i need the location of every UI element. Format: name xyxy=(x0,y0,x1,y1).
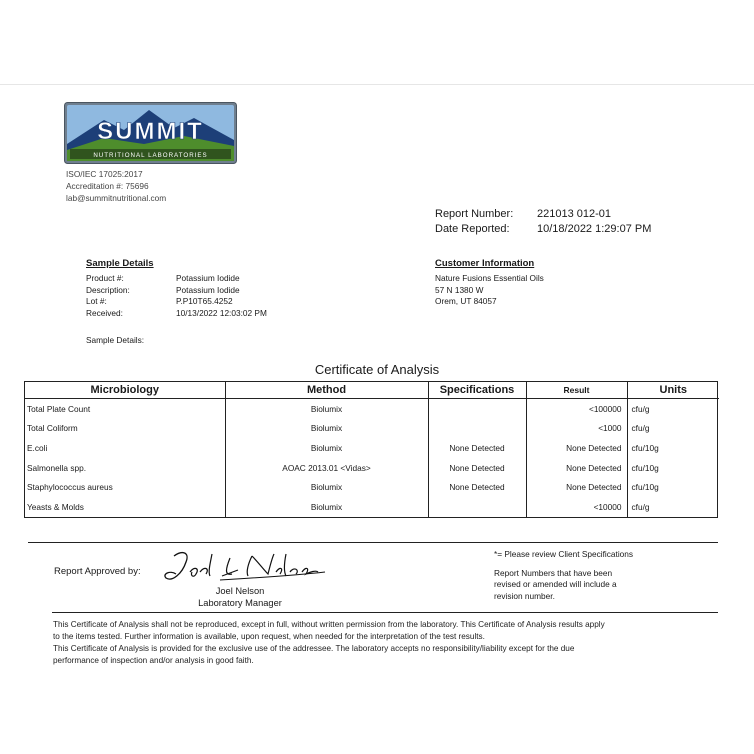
description-label: Description: xyxy=(86,284,130,295)
test-result: <100000 xyxy=(526,399,627,419)
header-units: Units xyxy=(627,382,719,399)
test-name: Total Coliform xyxy=(27,423,78,434)
test-name: E.coli xyxy=(27,442,48,453)
header-microbiology: Microbiology xyxy=(25,382,225,399)
approver-block xyxy=(180,586,300,609)
product-value: Potassium Iodide xyxy=(176,273,240,283)
sample-details-label: Sample Details: xyxy=(86,335,145,345)
sample-details-list xyxy=(86,273,267,320)
description-value: Potassium Iodide xyxy=(176,284,240,295)
disclaimer-line: performance of inspection and/or analysis in good faith. xyxy=(53,655,254,665)
approver-name: Joel Nelson xyxy=(215,586,265,596)
test-method: AOAC 2013.01 <Vidas> xyxy=(225,458,428,478)
test-units: cfu/10g xyxy=(627,458,719,478)
table-row xyxy=(25,399,719,419)
table-row xyxy=(25,458,719,478)
test-specification: None Detected xyxy=(428,477,526,497)
revision-note-line3: revision number. xyxy=(494,590,555,601)
test-method: Biolumix xyxy=(225,399,428,419)
sample-details-heading: Sample Details xyxy=(86,258,154,269)
customer-name: Nature Fusions Essential Oils xyxy=(435,273,544,283)
test-units: cfu/g xyxy=(627,419,719,439)
test-specification: None Detected xyxy=(428,438,526,458)
approver-title: Laboratory Manager xyxy=(198,597,282,608)
approval-divider xyxy=(28,542,718,543)
test-name: Yeasts & Molds xyxy=(27,501,84,512)
test-result: None Detected xyxy=(526,477,627,497)
test-specification: None Detected xyxy=(428,458,526,478)
logo-name: SUMMIT xyxy=(97,118,204,145)
test-method: Biolumix xyxy=(225,477,428,497)
results-table xyxy=(24,381,718,518)
date-reported-value: 10/18/2022 1:29:07 PM xyxy=(537,223,652,235)
test-units: cfu/10g xyxy=(627,438,719,458)
received-value: 10/13/2022 12:03:02 PM xyxy=(176,308,267,319)
test-name: Salmonella spp. xyxy=(27,462,87,473)
product-label: Product #: xyxy=(86,273,124,283)
test-result: None Detected xyxy=(526,458,627,478)
report-number-label: Report Number: xyxy=(435,208,514,220)
disclaimer xyxy=(53,619,723,667)
report-notes xyxy=(494,549,674,602)
customer-information xyxy=(435,273,544,308)
header-result: Result xyxy=(526,382,627,399)
logo-tagline: NUTRITIONAL LABORATORIES xyxy=(93,152,208,159)
test-units: cfu/10g xyxy=(627,477,719,497)
test-result: <1000 xyxy=(526,419,627,439)
lot-label: Lot #: xyxy=(86,296,107,307)
test-method: Biolumix xyxy=(225,497,428,517)
test-units: cfu/g xyxy=(627,497,719,517)
disclaimer-line: to the items tested. Further information is available, upon request, when needed for the interpretation of the test results. xyxy=(53,631,485,641)
table-row xyxy=(25,438,719,458)
test-units: cfu/g xyxy=(627,399,719,419)
accreditation-number: Accreditation #: 75696 xyxy=(66,181,149,191)
table-row xyxy=(25,419,719,439)
test-method: Biolumix xyxy=(225,419,428,439)
test-name: Staphylococcus aureus xyxy=(27,482,113,493)
test-specification xyxy=(428,399,526,419)
lab-email[interactable]: lab@summitnutritional.com xyxy=(66,193,167,203)
received-label: Received: xyxy=(86,308,123,319)
test-result: None Detected xyxy=(526,438,627,458)
revision-note-line2: revised or amended will include a xyxy=(494,579,617,589)
customer-information-heading: Customer Information xyxy=(435,258,535,269)
table-row xyxy=(25,477,719,497)
signature xyxy=(160,548,330,588)
test-name: Total Plate Count xyxy=(27,403,91,414)
test-specification xyxy=(428,497,526,517)
header-specifications: Specifications xyxy=(428,382,526,399)
client-spec-note: *= Please review Client Specifications xyxy=(494,549,634,559)
test-specification xyxy=(428,419,526,439)
report-meta xyxy=(435,207,651,237)
date-reported-label: Date Reported: xyxy=(435,223,510,235)
iso-standard: ISO/IEC 17025:2017 xyxy=(66,169,143,179)
test-result: <10000 xyxy=(526,497,627,517)
customer-address-line2: Orem, UT 84057 xyxy=(435,296,497,307)
top-blank-band xyxy=(0,0,754,85)
certificate-title: Certificate of Analysis xyxy=(314,362,440,377)
disclaimer-line: This Certificate of Analysis is provided for the exclusive use of the addressee. The laboratory accepts no responsibility/liability except for the due xyxy=(53,643,575,653)
approved-by-label: Report Approved by: xyxy=(54,566,141,577)
report-number-value: 221013 012-01 xyxy=(537,208,612,220)
footer-divider xyxy=(52,612,718,613)
summit-logo xyxy=(64,102,237,164)
test-method: Biolumix xyxy=(225,438,428,458)
header-method: Method xyxy=(225,382,428,399)
disclaimer-line: This Certificate of Analysis shall not be reproduced, except in full, without written permission from the laboratory. This Certificate of Analysis results apply xyxy=(53,620,605,629)
table-row xyxy=(25,497,719,517)
lot-value: P.P10T65.4252 xyxy=(176,296,233,307)
customer-address-line1: 57 N 1380 W xyxy=(435,284,484,295)
table-header-row xyxy=(25,382,719,399)
lab-accreditation xyxy=(66,168,166,204)
revision-note-line1: Report Numbers that have been xyxy=(494,567,613,578)
